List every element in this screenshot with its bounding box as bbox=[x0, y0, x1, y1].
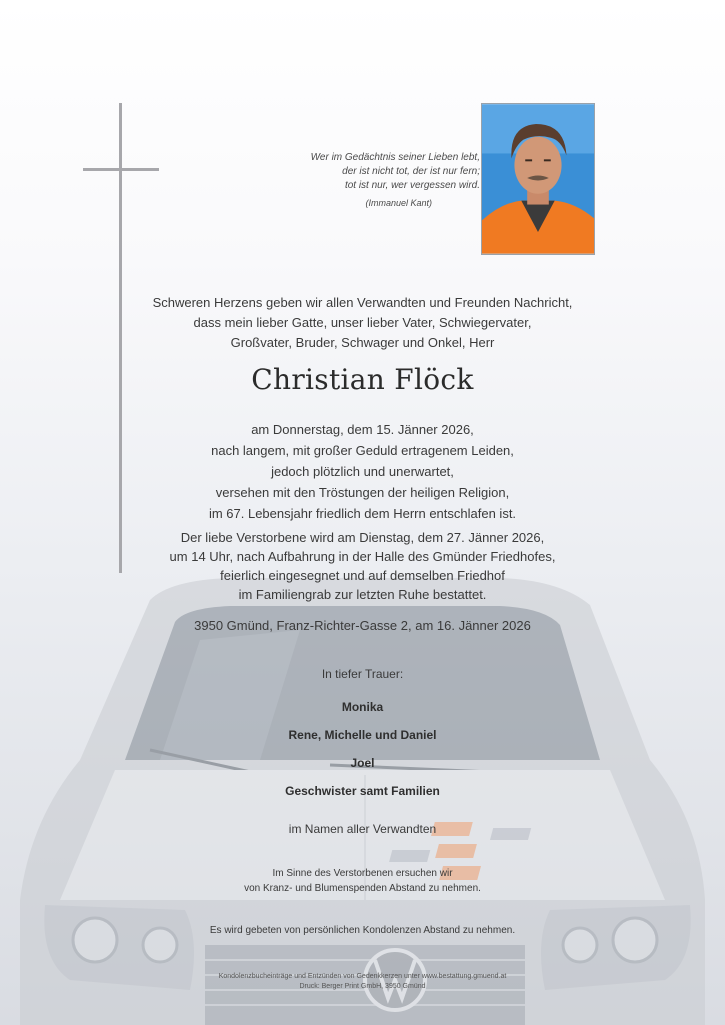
quote-line: tot ist nur, wer vergessen wird. bbox=[344, 180, 480, 191]
intro-line: Schweren Herzens geben wir allen Verwandten und Freunden Nachricht, bbox=[152, 295, 573, 310]
quote-line: Wer im Gedächtnis seiner Lieben lebt, bbox=[310, 152, 480, 163]
announcement-intro bbox=[0, 293, 725, 353]
funeral-line: um 14 Uhr, nach Aufbahrung in der Halle des Gmünder Friedhofes, bbox=[169, 549, 556, 564]
quote-author: (Immanuel Kant) bbox=[365, 198, 432, 208]
portrait-photo bbox=[481, 103, 595, 255]
mourner-name: Rene, Michelle und Daniel bbox=[288, 728, 437, 742]
quote-line: der ist nicht tot, der ist nur fern; bbox=[342, 166, 480, 177]
intro-line: dass mein lieber Gatte, unser lieber Vater, Schwiegervater, bbox=[193, 315, 532, 330]
death-details bbox=[0, 419, 725, 524]
mourner-name: Geschwister samt Familien bbox=[285, 784, 440, 798]
place-and-date: 3950 Gmünd, Franz-Richter-Gasse 2, am 16. Jänner 2026 bbox=[194, 618, 531, 633]
death-line: versehen mit den Tröstungen der heiligen Religion, bbox=[215, 485, 510, 500]
wish-line: Im Sinne des Verstorbenen ersuchen wir bbox=[272, 868, 453, 879]
quote-block bbox=[240, 151, 480, 210]
intro-line: Großvater, Bruder, Schwager und Onkel, Herr bbox=[230, 335, 495, 350]
death-line: im 67. Lebensjahr friedlich dem Herrn entschlafen ist. bbox=[208, 506, 517, 521]
funeral-line: Der liebe Verstorbene wird am Dienstag, dem 27. Jänner 2026, bbox=[180, 530, 545, 545]
death-line: jedoch plötzlich und unerwartet, bbox=[271, 464, 454, 479]
funeral-line: feierlich eingesegnet und auf demselben Friedhof bbox=[220, 568, 505, 583]
mourning-others: im Namen aller Verwandten bbox=[288, 822, 437, 836]
footer-line: Kondolenzbucheinträge und Entzünden von Gedenkkerzen unter www.bestattung.gmuend.at bbox=[218, 973, 507, 980]
funeral-details bbox=[0, 528, 725, 604]
mourner-name: Monika bbox=[341, 700, 384, 714]
cross-horizontal-bar bbox=[83, 168, 159, 171]
death-line: nach langem, mit großer Geduld ertragenem Leiden, bbox=[211, 443, 514, 458]
donation-wish bbox=[0, 866, 725, 896]
mourning-intro: In tiefer Trauer: bbox=[321, 667, 404, 681]
funeral-line: im Familiengrab zur letzten Ruhe bestattet. bbox=[238, 587, 487, 602]
condolence-note: Es wird gebeten von persönlichen Kondolenzen Abstand zu nehmen. bbox=[209, 925, 516, 936]
death-line: am Donnerstag, dem 15. Jänner 2026, bbox=[251, 422, 474, 437]
deceased-name: Christian Flöck bbox=[251, 363, 474, 396]
footer-line: Druck: Berger Print GmbH, 3950 Gmünd bbox=[299, 983, 426, 990]
footer-printer-info bbox=[0, 972, 725, 992]
wish-line: von Kranz- und Blumenspenden Abstand zu nehmen. bbox=[244, 883, 481, 894]
mourner-name: Joel bbox=[350, 756, 375, 770]
